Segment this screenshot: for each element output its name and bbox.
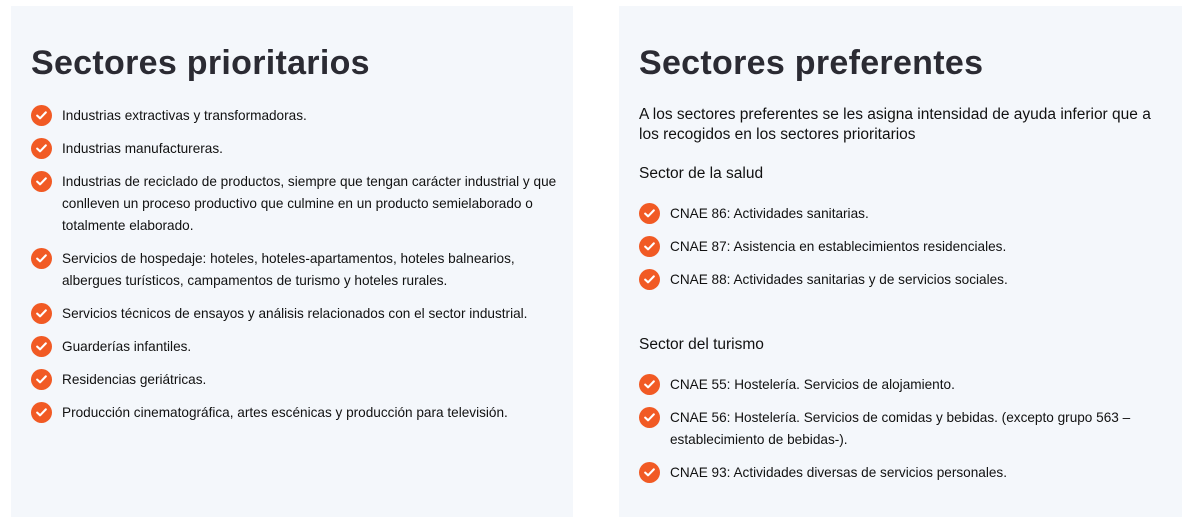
list-item-text: CNAE 93: Actividades diversas de servicios personales. [670,465,1007,480]
list-item [31,369,559,391]
turismo-list [639,374,1168,495]
list-item-text: CNAE 87: Asistencia en establecimientos residenciales. [670,239,1007,254]
salud-heading: Sector de la salud [639,165,764,182]
list-item-text: CNAE 55: Hostelería. Servicios de alojamiento. [670,377,955,392]
prioritarios-list [31,105,559,435]
check-circle-icon [639,407,660,428]
list-item-text: CNAE 88: Actividades sanitarias y de servicios sociales. [670,272,1008,287]
check-circle-icon [31,171,52,192]
list-item [639,236,1168,258]
list-item [31,105,559,127]
prioritarios-title: Sectores prioritarios [31,44,370,82]
check-circle-icon [639,269,660,290]
check-circle-icon [31,336,52,357]
check-circle-icon [639,236,660,257]
list-item-text: Industrias de reciclado de productos, siempre que tengan carácter industrial y que conlleven un proceso productivo que culmine en un producto semielaborado o totalmente elaborado. [62,174,557,233]
preferentes-intro: A los sectores preferentes se les asigna intensidad de ayuda inferior que a los recogidos en los sectores prioritarios [639,106,1151,143]
list-item [639,269,1168,291]
salud-list [639,203,1168,302]
check-circle-icon [31,248,52,269]
list-item [31,336,559,358]
list-item-text: CNAE 86: Actividades sanitarias. [670,206,869,221]
list-item [31,248,559,292]
list-item [639,203,1168,225]
list-item [639,374,1168,396]
list-item [31,171,559,237]
list-item-text: Residencias geriátricas. [62,372,207,387]
list-item [31,303,559,325]
check-circle-icon [639,374,660,395]
check-circle-icon [31,402,52,423]
list-item [31,402,559,424]
list-item-text: Servicios técnicos de ensayos y análisis relacionados con el sector industrial. [62,306,528,321]
list-item [639,407,1168,451]
list-item [639,462,1168,484]
preferentes-title: Sectores preferentes [639,44,984,82]
check-circle-icon [31,303,52,324]
list-item-text: Guarderías infantiles. [62,339,192,354]
list-item [31,138,559,160]
check-circle-icon [31,138,52,159]
check-circle-icon [31,369,52,390]
check-circle-icon [31,105,52,126]
list-item-text: Industrias manufactureras. [62,141,223,156]
list-item-text: Servicios de hospedaje: hoteles, hoteles-apartamentos, hoteles balnearios, albergues turísticos, campamentos de turismo y hoteles rurales. [62,251,515,288]
check-circle-icon [639,203,660,224]
sectores-prioritarios-card [11,6,573,517]
list-item-text: CNAE 56: Hostelería. Servicios de comidas y bebidas. (excepto grupo 563 –establecimiento de bebidas-). [670,410,1131,447]
sectores-preferentes-card [619,6,1182,517]
turismo-heading: Sector del turismo [639,336,764,353]
list-item-text: Industrias extractivas y transformadoras. [62,108,307,123]
list-item-text: Producción cinematográfica, artes escénicas y producción para televisión. [62,405,508,420]
check-circle-icon [639,462,660,483]
